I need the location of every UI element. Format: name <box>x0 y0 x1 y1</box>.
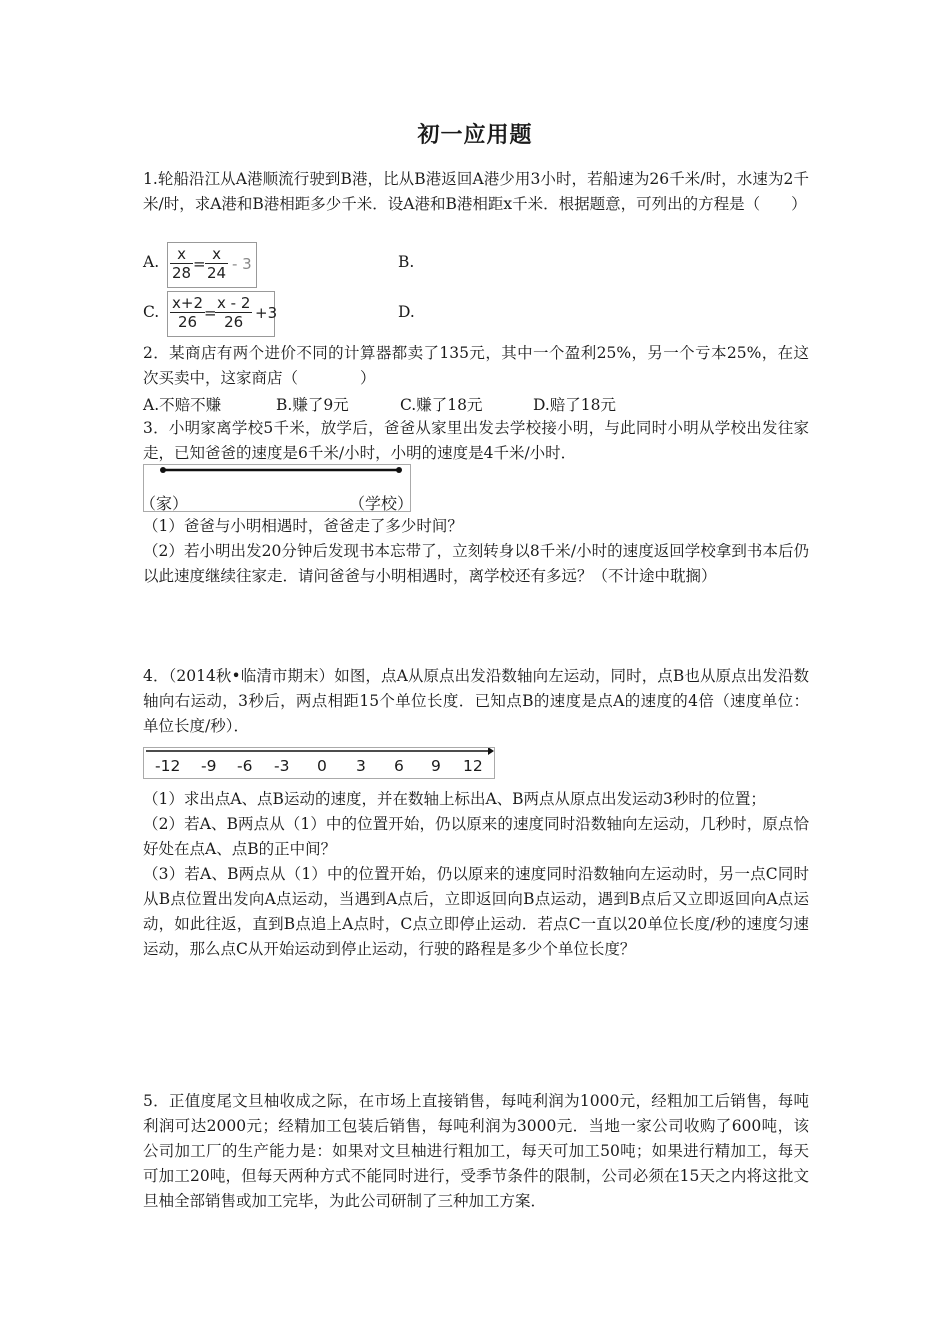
tick-label: 6 <box>394 757 404 775</box>
q2-text: 2．某商店有两个进价不同的计算器都卖了135元，其中一个盈利25%，另一个亏本25%，在这次买卖中，这家商店（ ） <box>143 344 809 387</box>
q4-sub3: （3）若A、B两点从（1）中的位置开始，仍以原来的速度同时沿数轴向左运动时，另一点C同时从B点位置出发向A点运动，当遇到A点后，立即返回向B点运动，遇到B点后又立即返回向A点运动，如此往返，直到B点追上A点时，C点立即停止运动．若点C一直以20单位长度/秒的速度匀速运动，那么点C从开始运动到停止运动，行驶的路程是多少个单位长度？ <box>143 865 809 958</box>
q3-text: 3．小明家离学校5千米，放学后，爸爸从家里出发去学校接小明，与此同时小明从学校出发往家走，已知爸爸的速度是6千米/小时，小明的速度是4千米/小时． <box>143 419 809 462</box>
tick-label: -3 <box>274 757 290 775</box>
fraction: $\frac{x}{24}$ <box>207 245 227 282</box>
home-label: （家） <box>140 494 189 513</box>
home-school-diagram <box>140 464 414 513</box>
axis-arrow <box>488 748 494 755</box>
tick-label: 3 <box>356 757 366 775</box>
q2-option-d: D.赔了18元 <box>533 396 617 414</box>
q2-option-c: C.赚了18元 <box>400 396 483 414</box>
tick-label: -6 <box>237 757 253 775</box>
school-point <box>396 467 402 473</box>
tick-label: 9 <box>431 757 441 775</box>
q1-text: 1.轮船沿江从A港顺流行驶到B港，比从B港返回A港少用3小时，若船速为26千米/时，水速为2千米/时，求A港和B港相距多少千米．设A港和B港相距x千米．根据题意，可列出的方程是（ ） <box>143 170 809 213</box>
q2-options <box>143 393 743 415</box>
tick-label: -12 <box>155 757 181 775</box>
page-title: 初一应用题 <box>417 123 533 148</box>
fraction: $\frac{x+2}{26}$ <box>172 294 203 331</box>
q3-sub2: （2）若小明出发20分钟后发现书本忘带了，立刻转身以8千米/小时的速度返回学校拿到书本后仍以此速度继续往家走．请问爸爸与小明相遇时，离学校还有多远？（不计途中耽搁） <box>143 542 809 585</box>
tick-label: 0 <box>317 757 327 775</box>
q1-option-b-label: B. <box>398 253 415 271</box>
q3-sub1: （1）爸爸与小明相遇时，爸爸走了多少时间？ <box>143 517 463 535</box>
fraction: $\frac{x}{28}$ <box>172 245 192 282</box>
school-label: （学校） <box>349 494 414 513</box>
fraction: $\frac{x - 2}{26}$ <box>217 294 251 331</box>
home-point <box>160 467 166 473</box>
q1-option-a-equation: $\frac{x}{28}$ = $\frac{x}{24}$ - 3 <box>167 242 257 288</box>
q1-option-d-label: D. <box>398 303 415 321</box>
q2-option-a: A.不赔不赚 <box>143 396 222 414</box>
q5-text: 5．正值度尾文旦柚收成之际，在市场上直接销售，每吨利润为1000元，经粗加工后销售，每吨利润可达2000元；经精加工包装后销售，每吨利润为3000元．当地一家公司收购了600吨，该公司加工厂的生产能力是：如果对文旦柚进行粗加工，每天可加工50吨；如果进行精加工，每天可加工20吨，但每天两种方式不能同时进行，受季节条件的限制，公司必须在15天之内将这批文旦柚全部销售或加工完毕，为此公司研制了三种加工方案． <box>143 1092 809 1210</box>
tick-label: -9 <box>201 757 217 775</box>
q4-sub1: （1）求出点A、点B运动的速度，并在数轴上标出A、B两点从原点出发运动3秒时的位置； <box>143 790 766 808</box>
q2-option-b: B.赚了9元 <box>276 396 349 414</box>
q4-text: 4．（2014秋•临清市期末）如图，点A从原点出发沿数轴向左运动，同时，点B也从原点出发沿数轴向右运动，3秒后，两点相距15个单位长度．已知点B的速度是点A的速度的4倍（速度单位：单位长度/秒）． <box>143 667 809 735</box>
number-line-figure <box>143 747 495 779</box>
q1-option-c-label: C. <box>143 303 160 321</box>
q4-sub2: （2）若A、B两点从（1）中的位置开始，仍以原来的速度同时沿数轴向左运动，几秒时，原点恰好处在点A、点B的正中间？ <box>143 815 809 858</box>
tick-labels <box>144 757 494 777</box>
q1-option-c-equation: $\frac{x+2}{26}$ = $\frac{x - 2}{26}$ +3 <box>167 291 275 337</box>
q1-option-a-label: A. <box>143 253 160 271</box>
tick-label: 12 <box>463 757 483 775</box>
